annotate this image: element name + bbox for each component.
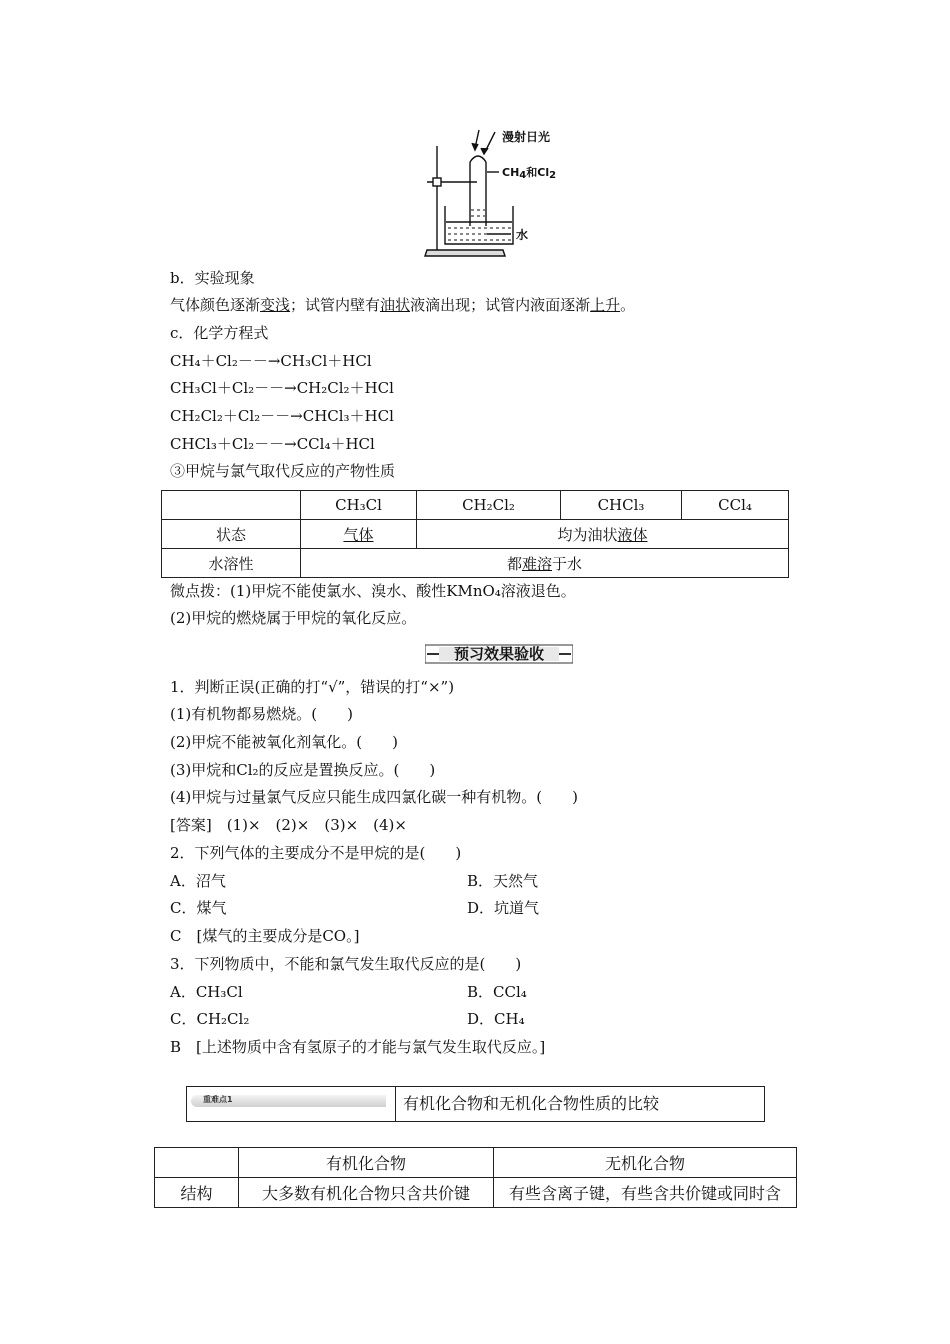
q1-item: (2)甲烷不能被氧化剂氧化。( ) [170, 733, 398, 751]
section-banner [425, 643, 573, 665]
label-water: 水 [516, 228, 529, 242]
keypoint-box [186, 1086, 765, 1122]
heading-c: c．化学方程式 [170, 324, 269, 342]
row-label-state: 状态 [162, 520, 301, 549]
q2-option-c: C．煤气 [170, 899, 227, 917]
compare-header-empty [155, 1148, 239, 1178]
compare-cell-inorganic: 有些含离子键，有些含共价键或同时含 [494, 1178, 797, 1208]
q1-item: (4)甲烷与过量氯气反应只能生成四氯化碳一种有机物。( ) [170, 788, 578, 806]
compare-cell-organic: 大多数有机化合物只含共价键 [239, 1178, 494, 1208]
row-label-solubility: 水溶性 [162, 549, 301, 578]
compare-header-inorganic: 无机化合物 [494, 1148, 797, 1178]
compare-table [154, 1147, 797, 1208]
table-header: CH₂Cl₂ [417, 491, 561, 520]
table-header-empty [162, 491, 301, 520]
cell-solubility: 都难溶于水 [301, 549, 789, 578]
table-header: CHCl₃ [561, 491, 682, 520]
keypoint-title: 有机化合物和无机化合物性质的比较 [403, 1094, 660, 1113]
phenomenon-text: 气体颜色逐渐变浅；试管内壁有油状液滴出现；试管内液面逐渐上升。 [170, 296, 636, 314]
keypoint-tag: 重难点1 [191, 1095, 386, 1107]
label-ch4-cl2: $CH_4$和$Cl_2$ [502, 166, 557, 181]
compare-header-organic: 有机化合物 [239, 1148, 494, 1178]
tip-2: (2)甲烷的燃烧属于甲烷的氧化反应。 [170, 609, 417, 627]
q3-stem: 3．下列物质中，不能和氯气发生取代反应的是( ) [170, 955, 522, 973]
q2-option-d: D．坑道气 [467, 899, 540, 917]
heading-3: ③甲烷与氯气取代反应的产物性质 [170, 462, 396, 480]
equation-2: CH₃Cl＋Cl₂－－→CH₂Cl₂＋HCl [170, 379, 394, 397]
heading-b: b．实验现象 [170, 269, 255, 287]
q3-option-a: A．CH₃Cl [170, 983, 243, 1001]
q2-option-b: B．天然气 [467, 872, 539, 890]
equation-4: CHCl₃＋Cl₂－－→CCl₄＋HCl [170, 435, 375, 453]
q3-option-c: C．CH₂Cl₂ [170, 1010, 250, 1028]
q1-item: (1)有机物都易燃烧。( ) [170, 705, 353, 723]
q2-answer: C [煤气的主要成分是CO。] [170, 927, 360, 945]
compare-row-label: 结构 [155, 1178, 239, 1208]
q2-option-a: A．沼气 [170, 872, 226, 890]
table-header: CCl₄ [682, 491, 789, 520]
cell-liquid: 均为油状液体 [417, 520, 789, 549]
label-diffuse-light: 漫射日光 [502, 130, 551, 144]
table-header: CH₃Cl [301, 491, 417, 520]
tip-1: 微点拨：(1)甲烷不能使氯水、溴水、酸性KMnO₄溶液退色。 [170, 582, 576, 600]
equation-1: CH₄＋Cl₂－－→CH₃Cl＋HCl [170, 352, 372, 370]
q1-answer: [答案] (1)× (2)× (3)× (4)× [170, 816, 407, 834]
product-table [161, 490, 789, 578]
banner-title: 预习效果验收 [453, 645, 544, 663]
cell-gas: 气体 [301, 520, 417, 549]
q1-item: (3)甲烷和Cl₂的反应是置换反应。( ) [170, 761, 436, 779]
equation-3: CH₂Cl₂＋Cl₂－－→CHCl₃＋HCl [170, 407, 394, 425]
q3-option-b: B．CCl₄ [467, 983, 527, 1001]
q1-stem: 1．判断正误(正确的打“√”，错误的打“×”) [170, 678, 455, 696]
q3-answer: B [上述物质中含有氢原子的才能与氯气发生取代反应。] [170, 1038, 546, 1056]
q2-stem: 2．下列气体的主要成分不是甲烷的是( ) [170, 844, 462, 862]
q3-option-d: D．CH₄ [467, 1010, 525, 1028]
